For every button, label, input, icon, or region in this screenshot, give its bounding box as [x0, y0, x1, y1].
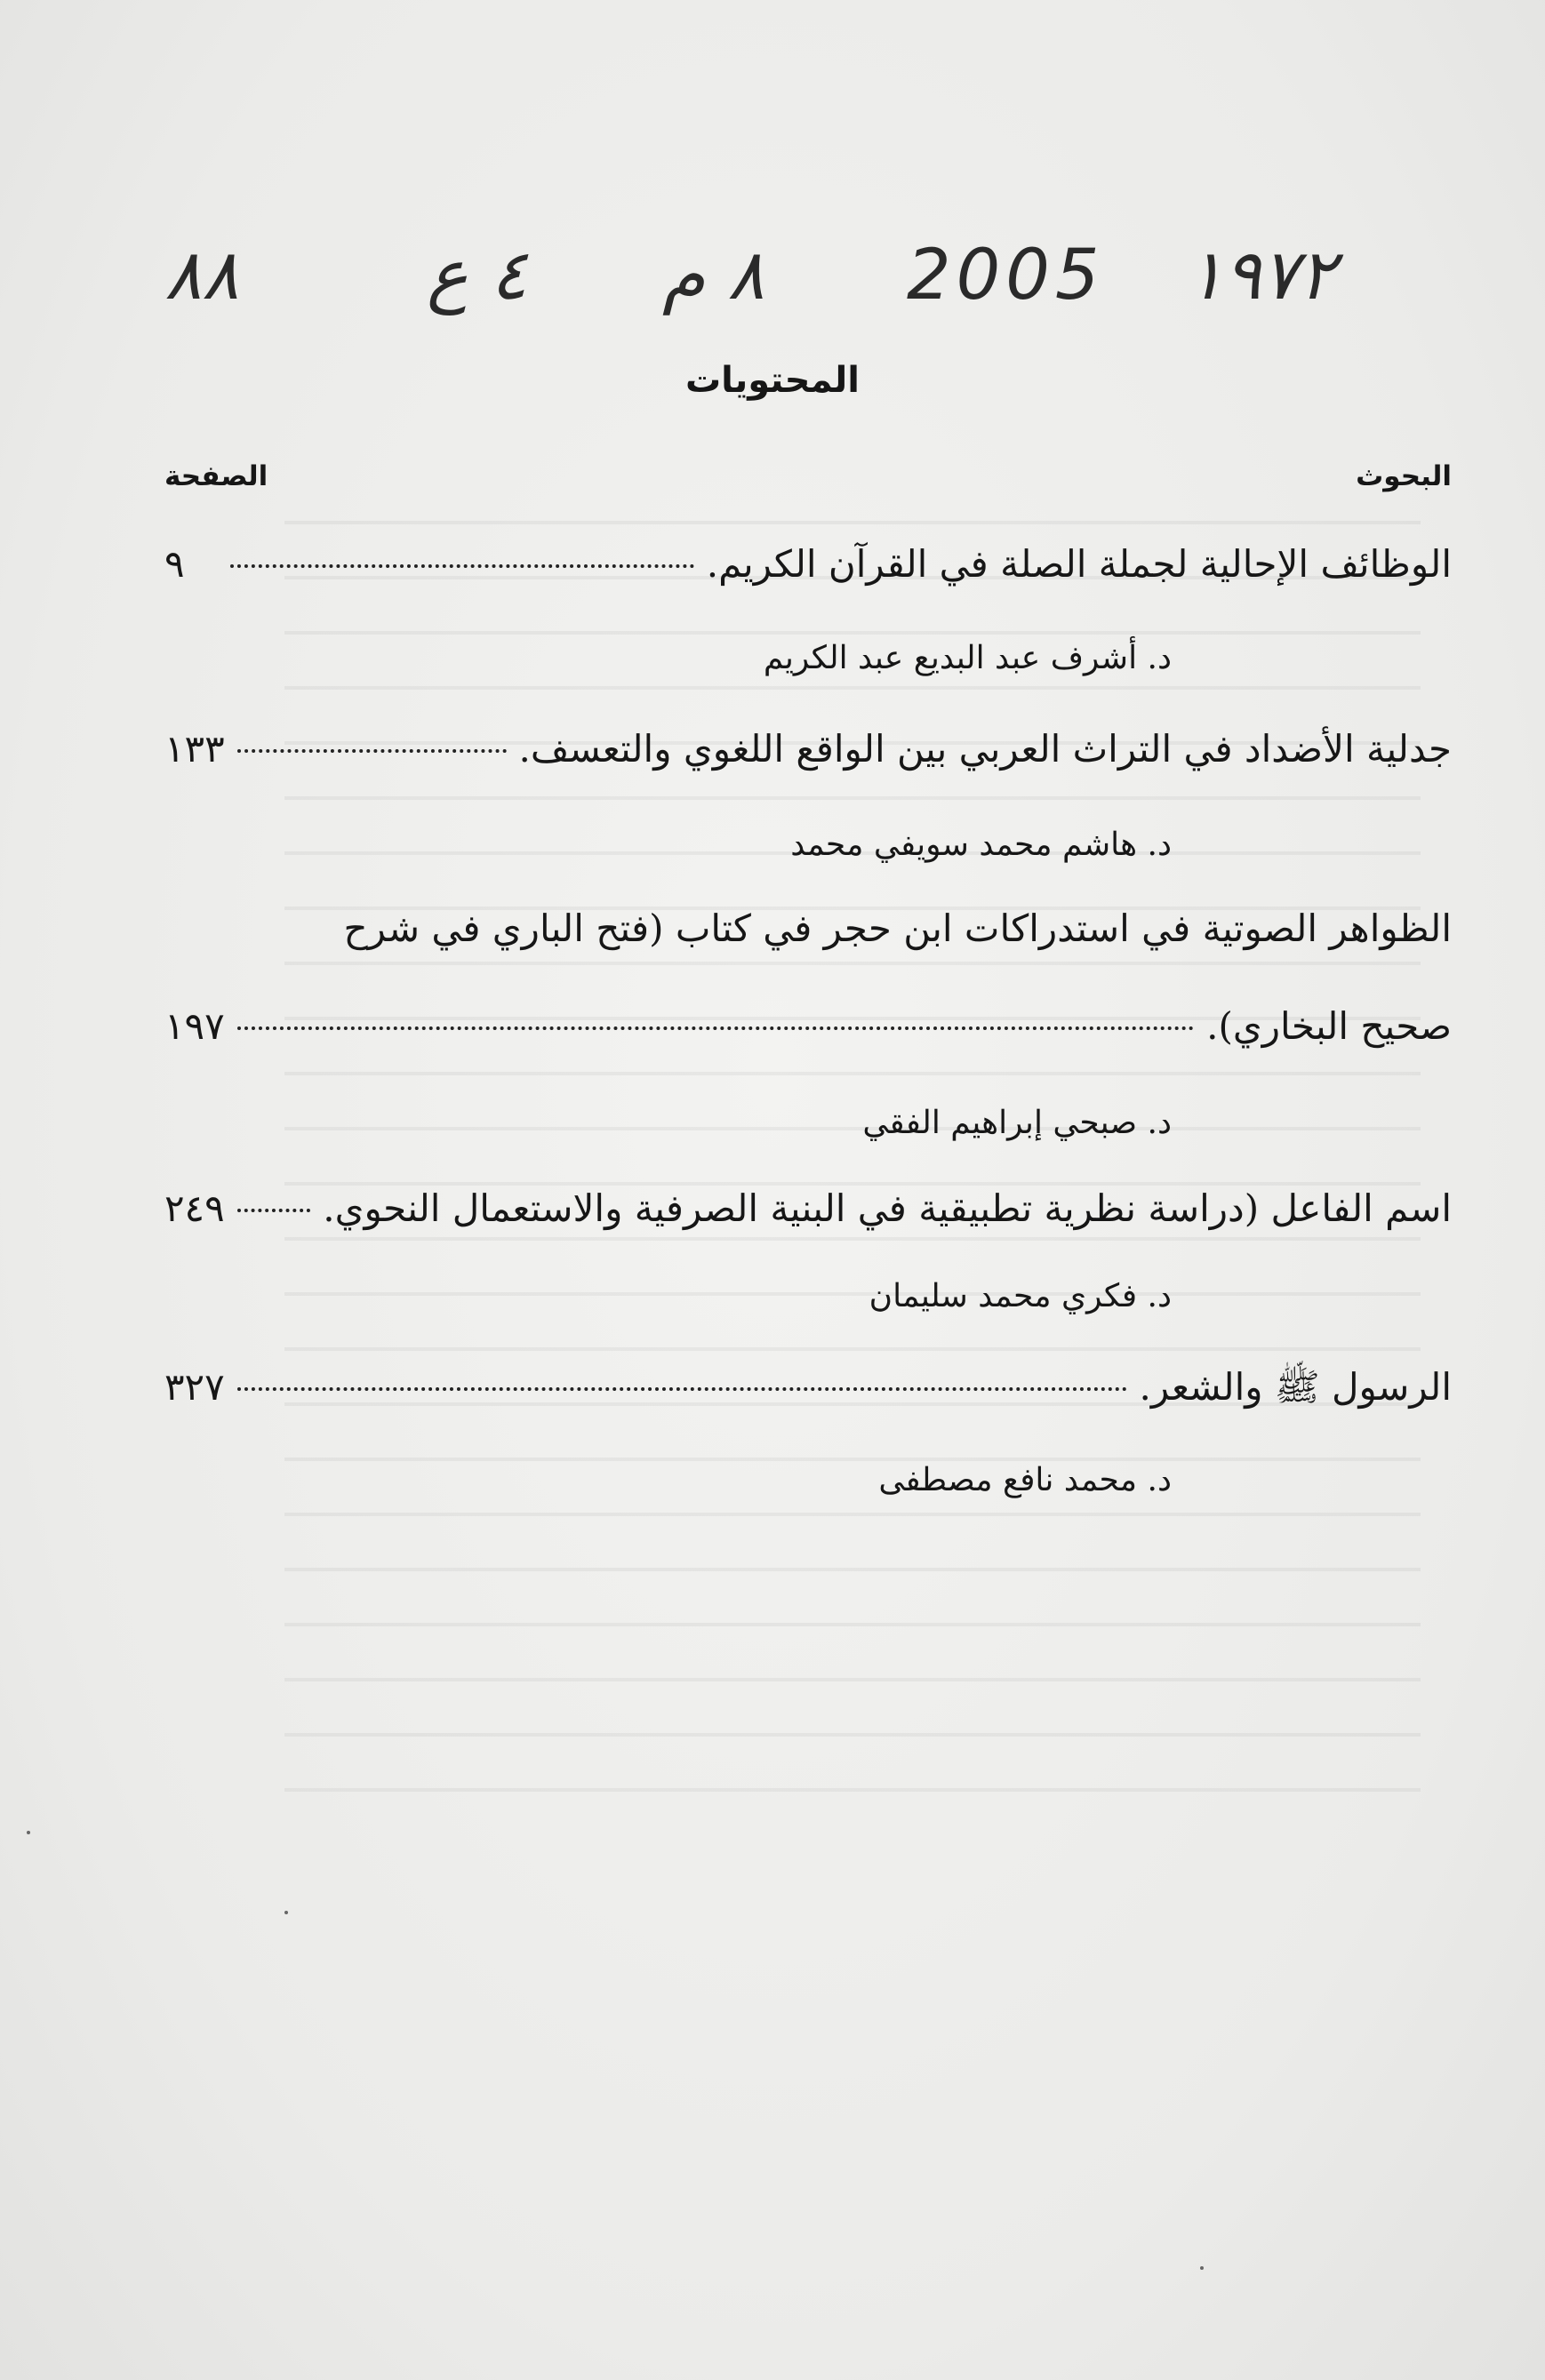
handwritten-note: ١٩٧٢ — [1187, 236, 1336, 315]
toc-entry — [164, 727, 1452, 798]
entry-author: د. فكري محمد سليمان — [869, 1278, 1172, 1314]
entry-page-number: ٣٢٧ — [164, 1365, 225, 1409]
handwritten-note: ٨ م — [662, 236, 764, 315]
dot-leader — [237, 749, 507, 753]
handwritten-note: ٤ ع — [427, 236, 528, 315]
dot-leader — [230, 564, 694, 568]
entry-author: د. محمد نافع مصطفى — [878, 1462, 1172, 1498]
dot-leader — [237, 1387, 1127, 1391]
paper-speck — [1200, 2266, 1204, 2270]
entry-page-number: ٩ — [164, 542, 185, 586]
entry-page-number: ١٩٧ — [164, 1004, 225, 1048]
paper-speck — [27, 1831, 30, 1834]
paper-speck — [284, 1911, 288, 1914]
entry-page-number: ٢٤٩ — [164, 1186, 225, 1230]
page-title: المحتويات — [684, 360, 860, 401]
dot-leader — [237, 1026, 1194, 1030]
dot-leader — [237, 1209, 311, 1212]
column-header-research: البحوث — [1356, 460, 1452, 492]
entry-author: د. هاشم محمد سويفي محمد — [790, 827, 1172, 863]
toc-entry — [164, 1004, 1452, 1075]
entry-title-line: الظواهر الصوتية في استدراكات ابن حجر في كتاب (فتح الباري في شرح — [343, 906, 1452, 950]
entry-title: اسم الفاعل (دراسة نظرية تطبيقية في البنية الصرفية والاستعمال النحوي. — [323, 1186, 1452, 1230]
toc-entry — [164, 542, 1452, 613]
entry-page-number: ١٣٣ — [164, 727, 225, 771]
column-header-page: الصفحة — [164, 460, 268, 492]
bleed-through-text — [284, 480, 1421, 1795]
entry-title: صحيح البخاري). — [1206, 1004, 1452, 1048]
toc-entry — [164, 1364, 1452, 1435]
toc-entry — [164, 1186, 1452, 1258]
entry-title: الوظائف الإحالية لجملة الصلة في القرآن الكريم. — [706, 542, 1452, 586]
entry-author: د. أشرف عبد البديع عبد الكريم — [763, 640, 1172, 676]
entry-author: د. صبحي إبراهيم الفقي — [862, 1105, 1172, 1141]
handwritten-note: 2005 — [907, 236, 1105, 315]
entry-title: الرسول ﷺ والشعر. — [1139, 1365, 1452, 1409]
handwritten-note: ٨٨ — [164, 236, 239, 315]
entry-title: جدلية الأضداد في التراث العربي بين الواقع اللغوي والتعسف. — [518, 727, 1452, 771]
